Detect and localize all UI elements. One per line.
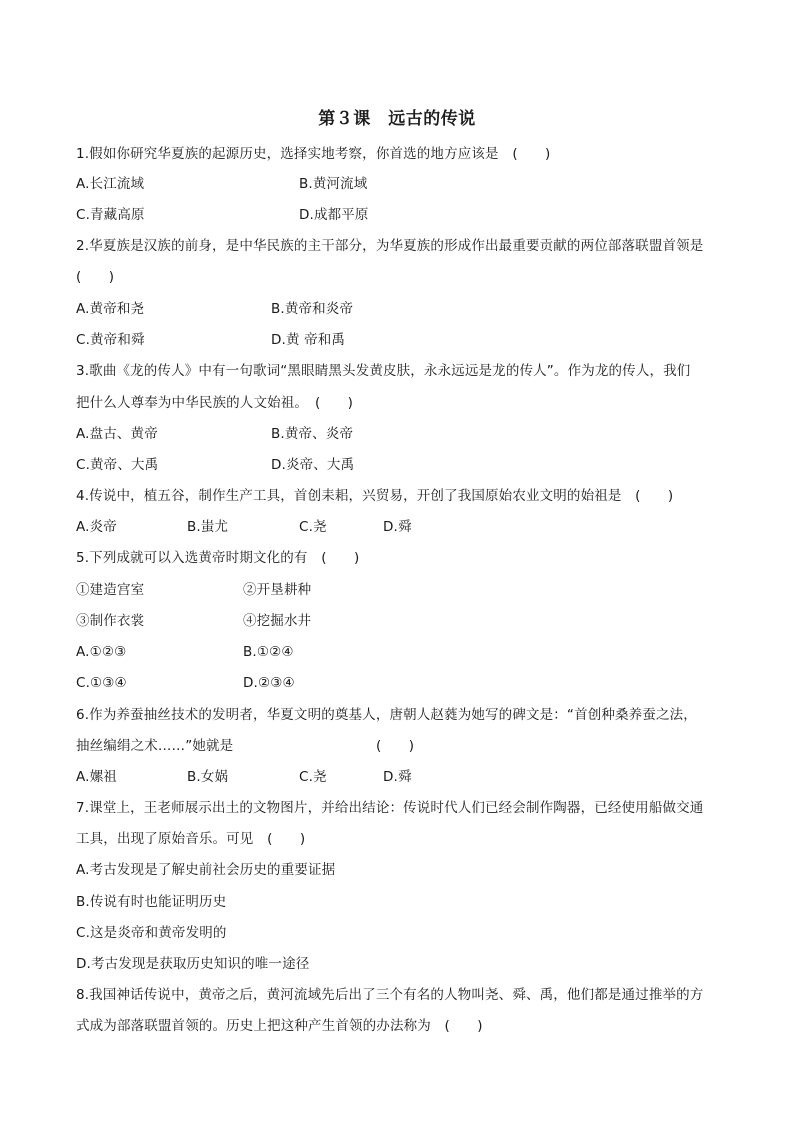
q5-option-c: C.①③④ [76,675,127,691]
q8-stem-line1: 8.我国神话传说中，黄帝之后，黄河流域先后出了三个有名的人物叫尧、舜、禹，他们都是通过推举的方 [76,987,704,1003]
q6-option-d: D.舜 [383,769,412,785]
q5-item-1: ①建造宫室 [76,582,145,598]
q5-item-3: ③制作衣裳 [76,613,145,629]
q7-stem-line1: 7.课堂上，王老师展示出土的文物图片，并给出结论：传说时代人们已经会制作陶器，已经使用船做交通 [76,800,704,816]
q6-option-a: A.嫘祖 [76,769,117,785]
q4-option-d: D.舜 [383,519,412,535]
q7-option-b: B.传说有时也能证明历史 [76,894,227,910]
q2-option-d: D.黄 帝和禹 [271,332,346,348]
q1-option-c: C.青藏高原 [76,207,145,223]
q4-option-c: C.尧 [299,519,327,535]
q6-answer-paren: ( ) [376,738,415,754]
q3-stem-line1: 3.歌曲《龙的传人》中有一句歌词“黑眼睛黑头发黄皮肤，永永远远是龙的传人”。作为龙的传人，我们 [76,363,691,379]
q3-stem-line2: 把什么人尊奉为中华民族的人文始祖。 ( ) [76,395,354,411]
q2-stem-line1: 2.华夏族是汉族的前身，是中华民族的主干部分，为华夏族的形成作出最重要贡献的两位部落联盟首领是 [76,238,704,254]
page-title: 第３课 远古的传说 [318,109,476,129]
q1-option-b: B.黄河流域 [299,176,368,192]
q2-stem-line2: ( ) [76,269,115,285]
q1-option-d: D.成都平原 [299,207,369,223]
q5-option-d: D.②③④ [243,675,295,691]
q7-option-c: C.这是炎帝和黄帝发明的 [76,925,227,941]
q3-option-a: A.盘古、黄帝 [76,426,158,442]
q7-stem-line2: 工具，出现了原始音乐。可见 ( ) [76,831,306,847]
q2-option-b: B.黄帝和炎帝 [271,301,354,317]
q6-option-c: C.尧 [299,769,327,785]
q5-item-2: ②开垦耕种 [243,582,312,598]
q8-stem-line2: 式成为部落联盟首领的。历史上把这种产生首领的办法称为 ( ) [76,1018,483,1034]
q4-option-a: A.炎帝 [76,519,117,535]
q2-option-a: A.黄帝和尧 [76,301,145,317]
q5-option-b: B.①②④ [243,644,294,660]
q5-option-a: A.①②③ [76,644,127,660]
q5-stem: 5.下列成就可以入选黄帝时期文化的有 ( ) [76,550,360,566]
q1-stem: 1.假如你研究华夏族的起源历史，选择实地考察，你首选的地方应该是 ( ) [76,146,551,162]
q6-option-b: B.女娲 [187,769,229,785]
q3-option-d: D.炎帝、大禹 [271,457,355,473]
q2-option-c: C.黄帝和舜 [76,332,145,348]
q7-option-a: A.考古发现是了解史前社会历史的重要证据 [76,862,336,878]
q4-stem: 4.传说中，植五谷，制作生产工具，首创耒耜，兴贸易，开创了我国原始农业文明的始祖是 ( ) [76,488,674,504]
q5-item-4: ④挖掘水井 [243,613,312,629]
q6-stem-line1: 6.作为养蚕抽丝技术的发明者，华夏文明的奠基人，唐朝人赵蕤为她写的碑文是：“首创种桑养蚕之法， [76,707,697,723]
q7-option-d: D.考古发现是获取历史知识的唯一途径 [76,956,310,972]
q3-option-b: B.黄帝、炎帝 [271,426,354,442]
q4-option-b: B.蚩尤 [187,519,229,535]
q6-stem-line2: 抽丝编绢之术……”她就是 [76,738,234,754]
q1-option-a: A.长江流域 [76,176,145,192]
q3-option-c: C.黄帝、大禹 [76,457,159,473]
